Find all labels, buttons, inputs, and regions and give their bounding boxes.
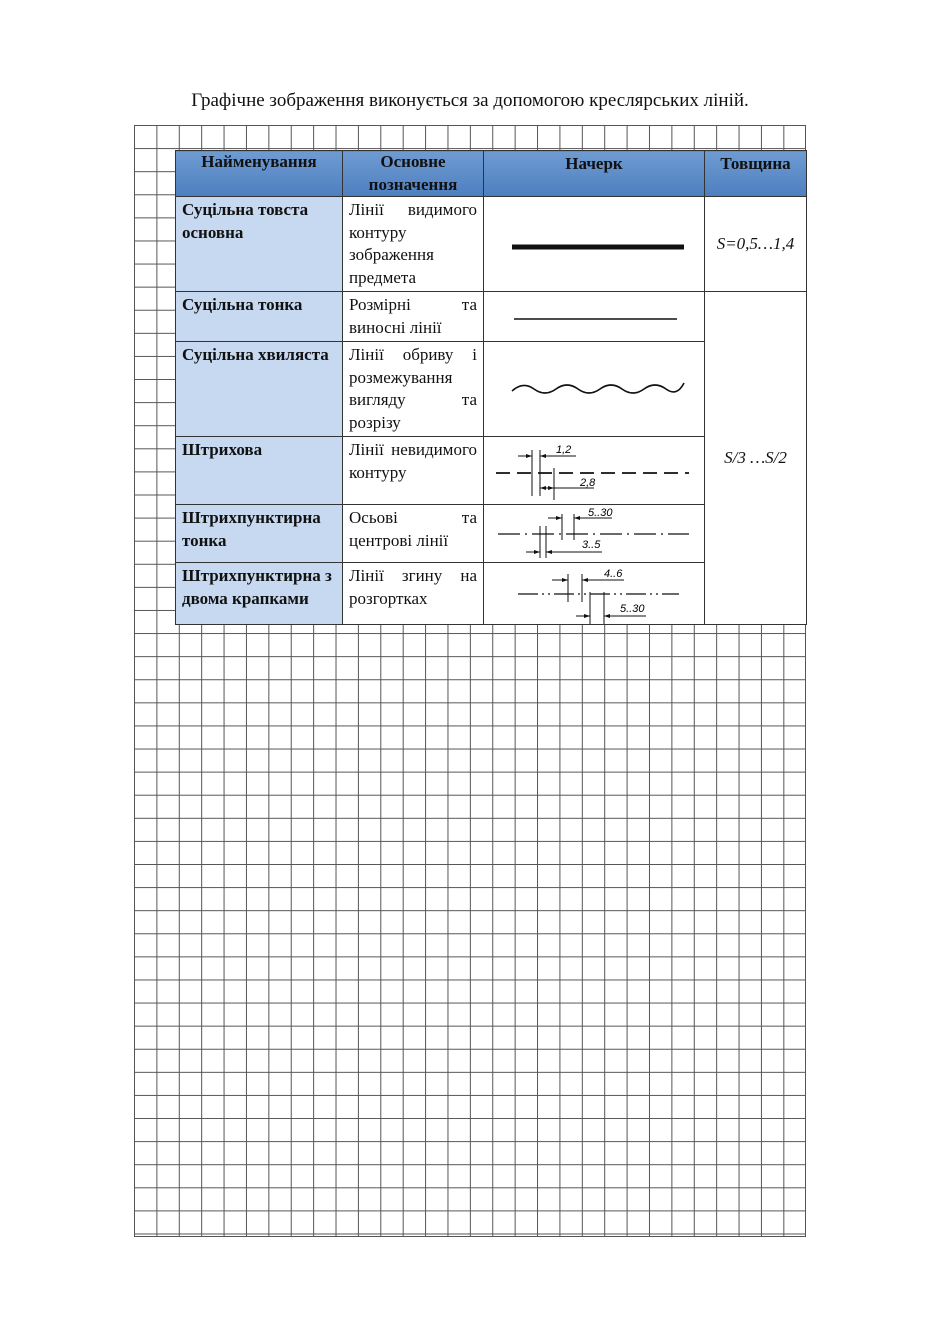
thickness-main: S=0,5…1,4 (705, 197, 807, 292)
row-name: Штрихова (176, 437, 343, 505)
header-sketch: Начерк (484, 151, 705, 197)
row-desc: Лінії обриву і розмежування вигляду та розрізу (343, 342, 484, 437)
dash-dot-dot-line-sample (484, 563, 705, 625)
dim-label: 3..5 (582, 538, 601, 551)
thick-line-sample (484, 197, 705, 292)
header-thickness: Товщина (705, 151, 807, 197)
row-desc: Розмірні та виносні лінії (343, 292, 484, 342)
intro-text: Графічне зображення виконується за допомогою креслярських ліній. (191, 90, 749, 111)
dim-label: 4..6 (604, 567, 623, 580)
row-name: Штрихпунктирна тонка (176, 505, 343, 563)
dim-label: 2,8 (580, 476, 596, 489)
line-types-table (175, 150, 807, 625)
table-row (176, 292, 807, 342)
dim-label: 1,2 (556, 443, 572, 456)
row-desc: Лінії невидимого контуру (343, 437, 484, 505)
row-desc: Осьові та центрові лінії (343, 505, 484, 563)
row-desc: Лінії згину на розгортках (343, 563, 484, 625)
table-row (176, 197, 807, 292)
table-header-row (176, 151, 807, 197)
thickness-thin: S/3 …S/2 (705, 292, 807, 625)
dashed-line-sample (484, 437, 705, 505)
dim-label: 5..30 (588, 506, 613, 519)
row-name: Штрихпунктирна з двома крапками (176, 563, 343, 625)
row-name: Суцільна хвиляста (176, 342, 343, 437)
row-desc: Лінії видимого контуру зображення предмета (343, 197, 484, 292)
wavy-line-sample (484, 342, 705, 437)
row-name: Суцільна тонка (176, 292, 343, 342)
dim-label: 5..30 (620, 602, 645, 615)
thin-line-sample (484, 292, 705, 342)
dash-dot-line-sample (484, 505, 705, 563)
header-designation: Основне позначення (343, 151, 484, 197)
row-name: Суцільна товста основна (176, 197, 343, 292)
header-name: Найменування (176, 151, 343, 197)
